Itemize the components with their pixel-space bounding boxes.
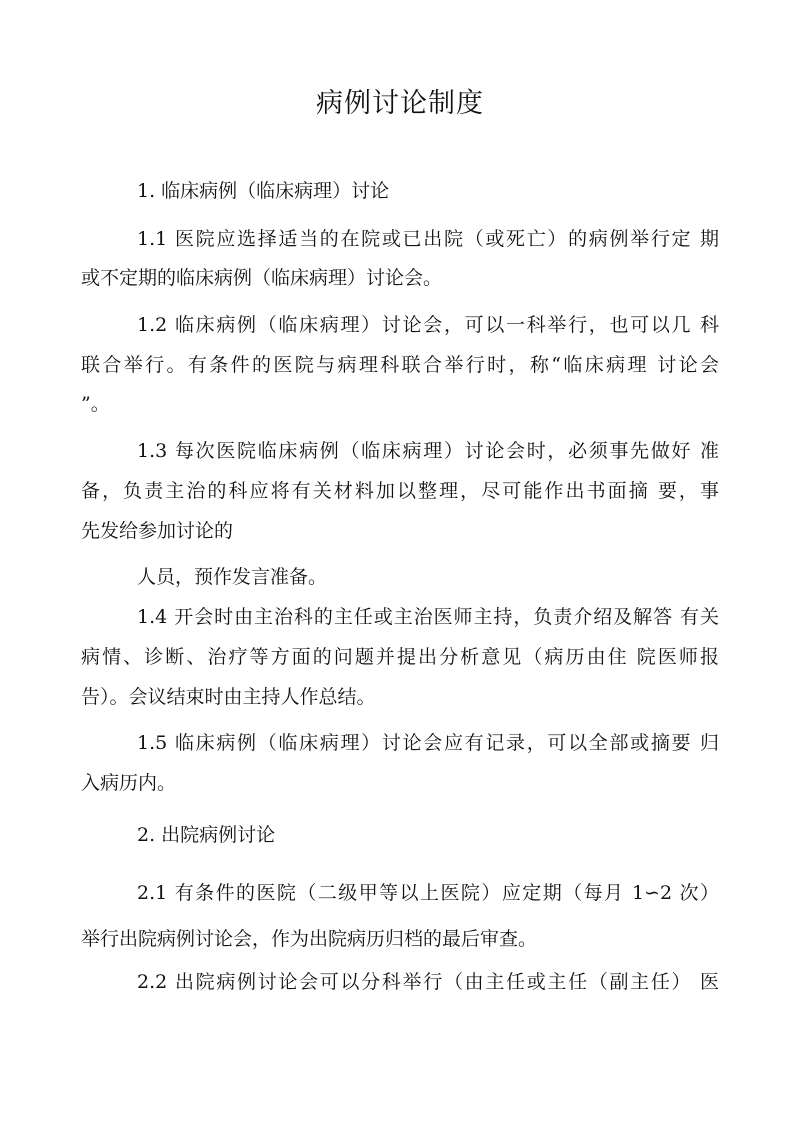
paragraph-line: 1.1 医院应选择适当的在院或已出院（或死亡）的病例举行定 期 — [137, 228, 719, 250]
section-heading-2: 2. 出院病例讨论 — [137, 824, 276, 846]
paragraph-line: 告）。会议结束时由主持人作总结。 — [81, 686, 376, 708]
document-title: 病例讨论制度 — [316, 88, 484, 119]
paragraph-line: ”。 — [81, 393, 110, 415]
section-heading-1: 1. 临床病例（临床病理）讨论 — [137, 180, 390, 202]
paragraph-line: 备，负责主治的科应将有关材料加以整理，尽可能作出书面摘 要，事 — [81, 480, 719, 502]
paragraph-line: 举行出院病例讨论会，作为出院病历归档的最后审查。 — [81, 928, 538, 950]
paragraph-line: 入病历内。 — [81, 772, 177, 794]
paragraph-line: 或不定期的临床病例（临床病理）讨论会。 — [81, 267, 443, 289]
paragraph-line: 联合举行。有条件的医院与病理科联合举行时，称“临床病理 讨论会 — [81, 354, 719, 376]
paragraph-line: 1.3 每次医院临床病例（临床病理）讨论会时，必须事先做好 准 — [137, 440, 719, 462]
paragraph-line: 先发给参加讨论的 — [81, 520, 234, 542]
paragraph-line: 1.2 临床病例（临床病理）讨论会，可以一科举行，也可以几 科 — [137, 314, 719, 336]
paragraph-line: 1.4 开会时由主治科的主任或主治医师主持，负责介绍及解答 有关 — [137, 606, 719, 628]
paragraph-line: 病情、诊断、治疗等方面的问题并提出分析意见（病历由住 院医师报 — [81, 646, 719, 668]
paragraph-line: 人员，预作发言准备。 — [137, 566, 328, 588]
paragraph-line: 2.1 有条件的医院（二级甲等以上医院）应定期（每月 1∽2 次） — [137, 882, 719, 904]
paragraph-line: 1.5 临床病例（临床病理）讨论会应有记录，可以全部或摘要 归 — [137, 732, 719, 754]
paragraph-line: 2.2 出院病例讨论会可以分科举行（由主任或主任（副主任） 医 — [137, 971, 719, 993]
